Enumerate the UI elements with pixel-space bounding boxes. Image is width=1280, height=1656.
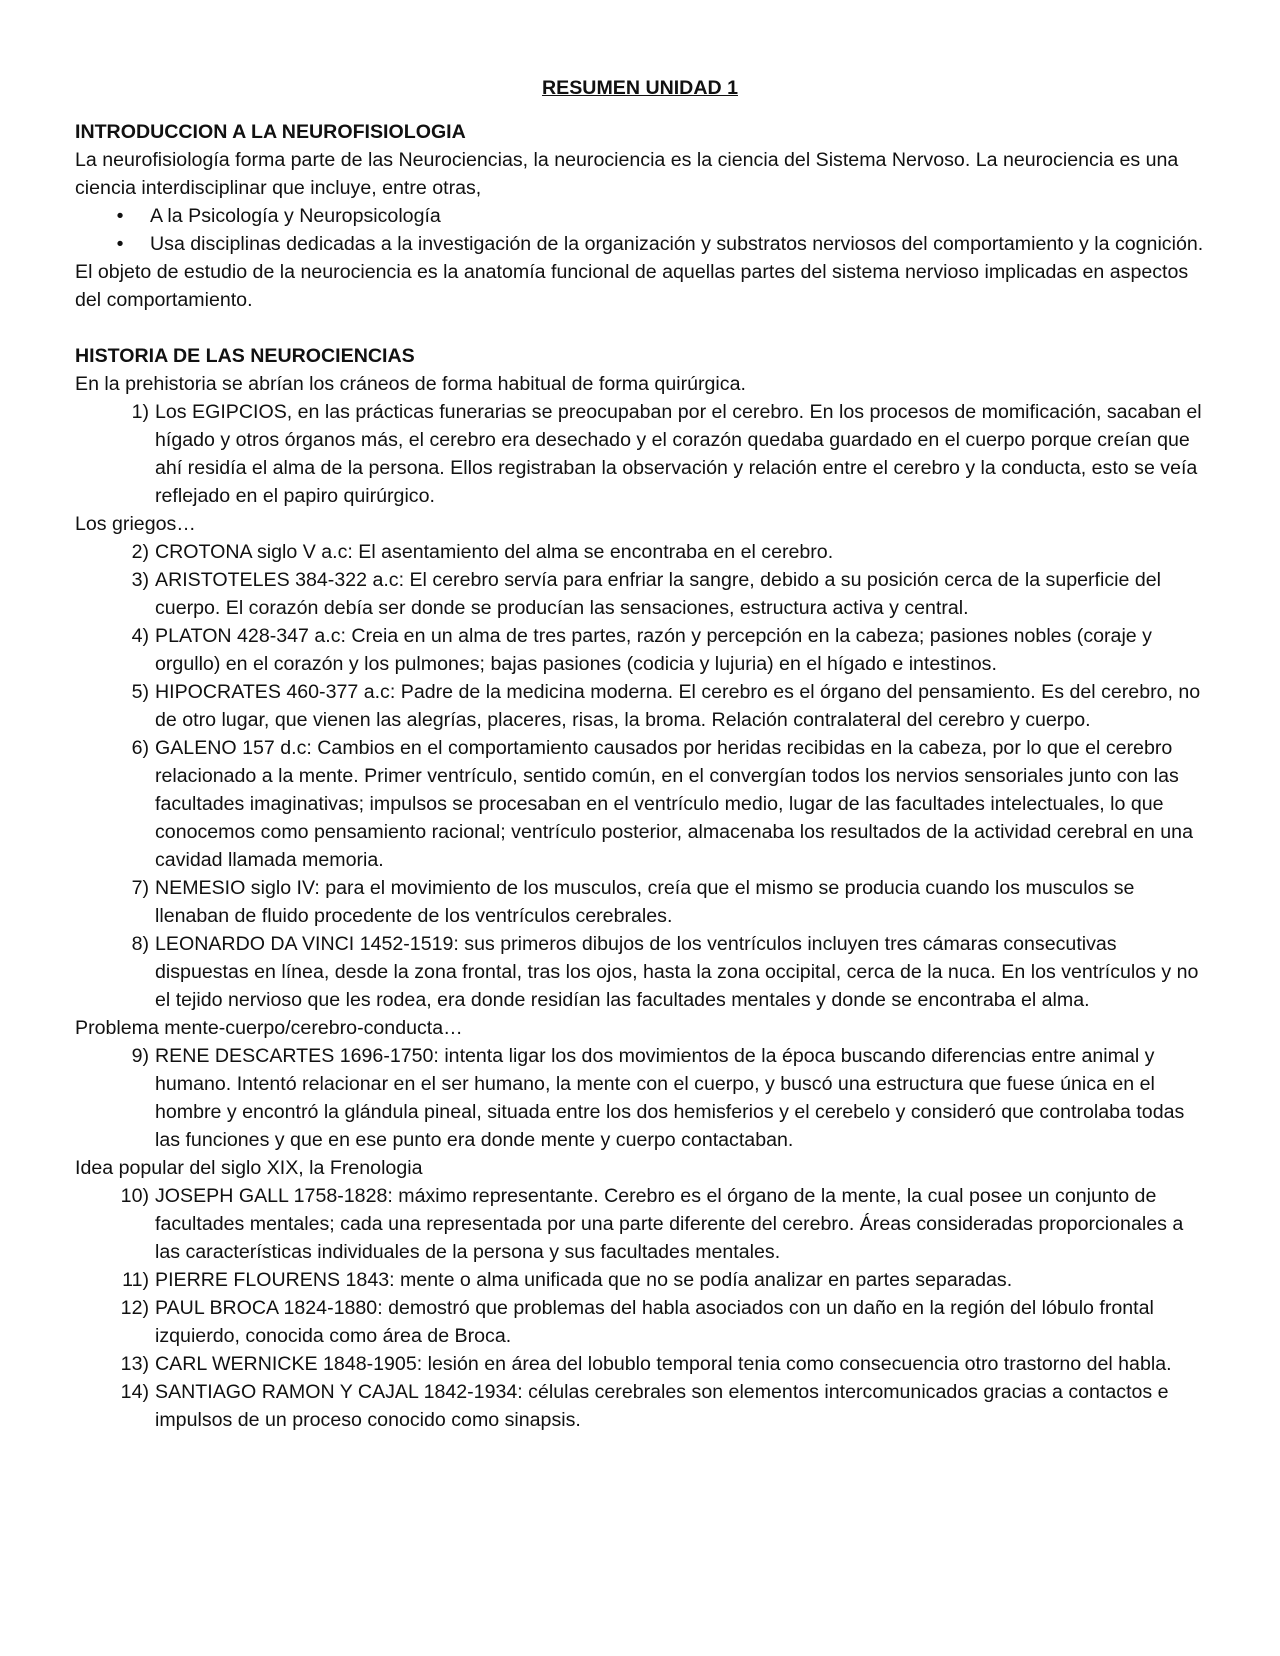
bullet-icon: • [116, 233, 124, 255]
list-item [75, 1182, 1205, 1266]
bullet-list [75, 202, 1205, 258]
list-item [75, 734, 1205, 874]
label-problema: Problema mente-cuerpo/cerebro-conducta… [75, 1017, 463, 1039]
numbered-list-griegos [75, 538, 1205, 1014]
item-text: PAUL BROCA 1824-1880: demostró que problemas del habla asociados con un daño en la región del lóbulo frontal izquierdo, conocida como área de Broca. [155, 1297, 1154, 1347]
item-text: LEONARDO DA VINCI 1452-1519: sus primeros dibujos de los ventrículos incluyen tres cámaras consecutivas dispuestas en línea, desde la zona frontal, tras los ojos, hasta la zona occipital, cerca de la nuca. En los ventrículos y no el tejido nervioso que les rodea, era donde residían las facultades mentales y donde se encontraba el alma. [155, 933, 1199, 1011]
list-item [75, 678, 1205, 734]
numbered-list-egipcios [75, 398, 1205, 510]
item-text: NEMESIO siglo IV: para el movimiento de los musculos, creía que el mismo se producia cuando los musculos se llenaban de fluido procedente de los ventrículos cerebrales. [155, 877, 1135, 927]
item-number: 12) [120, 1297, 149, 1319]
item-text: ARISTOTELES 384-322 a.c: El cerebro servía para enfriar la sangre, debido a su posición cerca de la superficie del cuerpo. El corazón debía ser donde se producían las sensaciones, estructura activa y central. [155, 569, 1161, 619]
list-item [75, 1042, 1205, 1154]
numbered-list-frenologia [75, 1182, 1205, 1434]
paragraph-intro: La neurofisiología forma parte de las Neurociencias, la neurociencia es la ciencia del Sistema Nervoso. La neurociencia es una ciencia interdisciplinar que incluye, entre otras, [75, 149, 1179, 199]
list-item [75, 1350, 1205, 1378]
list-item [75, 1294, 1205, 1350]
item-text: Los EGIPCIOS, en las prácticas funerarias se preocupaban por el cerebro. En los procesos de momificación, sacaban el hígado y otros órganos más, el cerebro era desechado y el corazón quedaba guardado en el cuerpo porque creían que ahí residía el alma de la persona. Ellos registraban la observación y relación entre el cerebro y la conducta, esto se veía reflejado en el papiro quirúrgico. [155, 401, 1202, 507]
item-number: 10) [120, 1185, 149, 1207]
item-text: CROTONA siglo V a.c: El asentamiento del alma se encontraba en el cerebro. [155, 541, 834, 563]
item-number: 13) [120, 1353, 149, 1375]
item-text: PIERRE FLOURENS 1843: mente o alma unificada que no se podía analizar en partes separadas. [155, 1269, 1013, 1291]
item-number: 11) [122, 1269, 149, 1291]
item-text: HIPOCRATES 460-377 a.c: Padre de la medicina moderna. El cerebro es el órgano del pensamiento. Es del cerebro, no de otro lugar, que vienen las alegrías, placeres, risas, la broma. Relación contralateral del cerebro y cuerpo. [155, 681, 1201, 731]
spacer [75, 314, 1205, 342]
bullet-icon: • [116, 205, 124, 227]
label-griegos: Los griegos… [75, 513, 196, 535]
paragraph-prehistoria: En la prehistoria se abrían los cráneos de forma habitual de forma quirúrgica. [75, 373, 746, 395]
list-item [75, 1378, 1205, 1434]
item-number: 6) [131, 737, 149, 759]
item-number: 2) [131, 541, 149, 563]
list-item [75, 538, 1205, 566]
list-item [75, 1266, 1205, 1294]
bullet-text: A la Psicología y Neuropsicología [150, 205, 441, 227]
item-text: PLATON 428-347 a.c: Creia en un alma de tres partes, razón y percepción en la cabeza; pasiones nobles (coraje y orgullo) en el corazón y los pulmones; bajas pasiones (codicia y lujuria) en el hígado e intestinos. [155, 625, 1152, 675]
item-number: 3) [131, 569, 149, 591]
list-item [75, 398, 1205, 510]
item-text: JOSEPH GALL 1758-1828: máximo representante. Cerebro es el órgano de la mente, la cual posee un conjunto de facultades mentales; cada una representada por una parte diferente del cerebro. Áreas consideradas proporcionales a las características individuales de la persona y sus facultades mentales. [155, 1185, 1184, 1263]
list-item [75, 566, 1205, 622]
list-item [75, 930, 1205, 1014]
item-text: SANTIAGO RAMON Y CAJAL 1842-1934: células cerebrales son elementos intercomunicados gracias a contactos e impulsos de un proceso conocido como sinapsis. [155, 1381, 1169, 1431]
item-number: 5) [131, 681, 149, 703]
section-heading-introduccion: INTRODUCCION A LA NEUROFISIOLOGIA [75, 121, 466, 143]
item-number: 8) [131, 933, 149, 955]
bullet-item [75, 230, 1205, 258]
bullet-text: Usa disciplinas dedicadas a la investigación de la organización y substratos nerviosos del comportamiento y la cognición. [150, 233, 1204, 255]
list-item [75, 874, 1205, 930]
item-number: 14) [120, 1381, 149, 1403]
item-number: 7) [131, 877, 149, 899]
item-text: GALENO 157 d.c: Cambios en el comportamiento causados por heridas recibidas en la cabeza, por lo que el cerebro relacionado a la mente. Primer ventrículo, sentido común, en el convergían todos los nervios sensoriales junto con las facultades imaginativas; impulsos se procesaban en el ventrículo medio, lugar de las facultades intelectuales, lo que conocemos como pensamiento racional; ventrículo posterior, almacenaba los resultados de la actividad cerebral en una cavidad llamada memoria. [155, 737, 1193, 871]
item-text: CARL WERNICKE 1848-1905: lesión en área del lobublo temporal tenia como consecuencia otro trastorno del habla. [155, 1353, 1172, 1375]
label-idea-popular: Idea popular del siglo XIX, la Frenologia [75, 1157, 423, 1179]
bullet-item [75, 202, 1205, 230]
item-number: 4) [131, 625, 149, 647]
item-text: RENE DESCARTES 1696-1750: intenta ligar los dos movimientos de la época buscando diferencias entre animal y humano. Intentó relacionar en el ser humano, la mente con el cuerpo, y buscó una estructura que fuese única en el hombre y encontró la glándula pineal, situada entre los dos hemisferios y el cerebelo y consideró que controlaba todas las funciones y que en ese punto era donde mente y cuerpo contactaban. [155, 1045, 1185, 1151]
item-number: 1) [131, 401, 149, 423]
page-title: RESUMEN UNIDAD 1 [542, 77, 738, 99]
numbered-list-descartes [75, 1042, 1205, 1154]
item-number: 9) [131, 1045, 149, 1067]
section-heading-historia: HISTORIA DE LAS NEUROCIENCIAS [75, 345, 415, 367]
list-item [75, 622, 1205, 678]
paragraph-objeto: El objeto de estudio de la neurociencia es la anatomía funcional de aquellas partes del sistema nervioso implicadas en aspectos del comportamiento. [75, 261, 1189, 311]
